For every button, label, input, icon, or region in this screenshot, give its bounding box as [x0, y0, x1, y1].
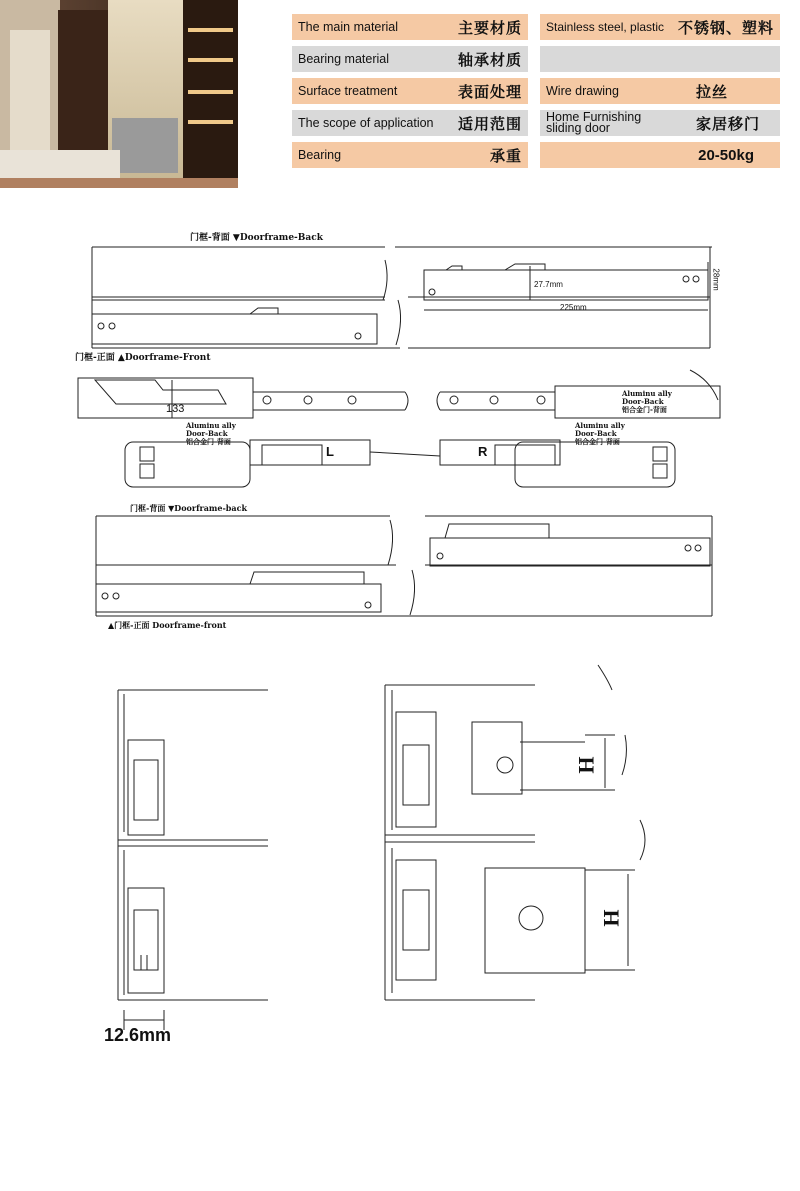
label-alu-door-back-left: [186, 422, 236, 446]
dim-28: 28mm: [711, 268, 721, 291]
track-assembly-top: [92, 247, 712, 348]
label-cn: 铝合金门-背面: [622, 405, 667, 414]
dim-27-7: 27.7mm: [534, 280, 563, 289]
label-en: Aluminu ally: [575, 421, 625, 430]
spec-label-en: Bearing material: [298, 52, 390, 66]
dim-12-6: 12.6mm: [104, 1025, 172, 1045]
label-doorframe-back-top: 门框-背面 ▼Doorframe-Back: [190, 233, 323, 243]
label-doorframe-front-top: 门框-正面 ▲Doorframe-Front: [75, 353, 211, 363]
label-alu-door-back-r: [575, 422, 625, 446]
label-en: Doorframe-front: [152, 620, 227, 630]
spec-value-cn: 家居移门: [695, 114, 760, 133]
cross-section-right: [385, 665, 645, 1000]
spec-value-en: Stainless steel, plastic: [546, 20, 665, 34]
label-cn: 门框-背面: [190, 233, 230, 243]
label-en: Door-Back: [622, 397, 664, 406]
spec-label-en: Bearing: [298, 148, 342, 162]
label-doorframe-back-bottom: 门框-背面 ▼Doorframe-back: [130, 503, 247, 513]
left-right-carriers: [125, 437, 675, 487]
dim-225: 225mm: [560, 303, 587, 312]
label-R: R: [478, 444, 488, 459]
spec-label-cn: 表面处理: [457, 82, 522, 101]
spec-label-cn: 轴承材质: [457, 50, 522, 69]
label-L: L: [326, 444, 334, 459]
spec-value-load: 20-50kg: [698, 146, 754, 164]
spec-value-en: Home Furnishing sliding door: [546, 110, 642, 135]
cross-section-left: [118, 690, 268, 1030]
label-cn: 门框-正面: [114, 620, 150, 630]
spec-label-en: The main material: [298, 20, 399, 34]
label-en: Door-Back: [575, 429, 617, 438]
label-alu-door-back-right: [622, 390, 672, 414]
dim-133: 133: [166, 403, 185, 415]
track-assembly-bottom: [96, 516, 712, 616]
label-en: Doorframe-Front: [124, 353, 211, 363]
label-doorframe-front-bottom: ▲门框-正面 Doorframe-front: [108, 620, 227, 630]
label-H-top: H: [573, 756, 599, 774]
spec-value-cn: 不锈钢、塑料: [677, 18, 774, 37]
label-en: Aluminu ally: [186, 421, 236, 430]
label-en: Aluminu ally: [622, 389, 672, 398]
spec-label-cn: 适用范围: [457, 114, 522, 133]
spec-value-en: Wire drawing: [546, 84, 619, 98]
spec-label-cn: 承重: [489, 146, 522, 165]
label-H-bottom: H: [598, 909, 624, 927]
label-cn: 门框-正面: [75, 353, 115, 363]
label-en: Door-Back: [186, 429, 228, 438]
label-cn: 门框-背面: [130, 503, 166, 513]
label-cn: 铝合金门-背面: [575, 437, 620, 446]
label-en: Doorframe-back: [174, 503, 247, 513]
spec-label-en: The scope of application: [298, 116, 434, 130]
spec-label-en: Surface treatment: [298, 84, 398, 98]
spec-label-cn: 主要材质: [457, 18, 522, 37]
label-en: Doorframe-Back: [239, 233, 323, 243]
label-cn: 铝合金门-背面: [186, 437, 231, 446]
spec-value-cn: 拉丝: [695, 82, 728, 101]
